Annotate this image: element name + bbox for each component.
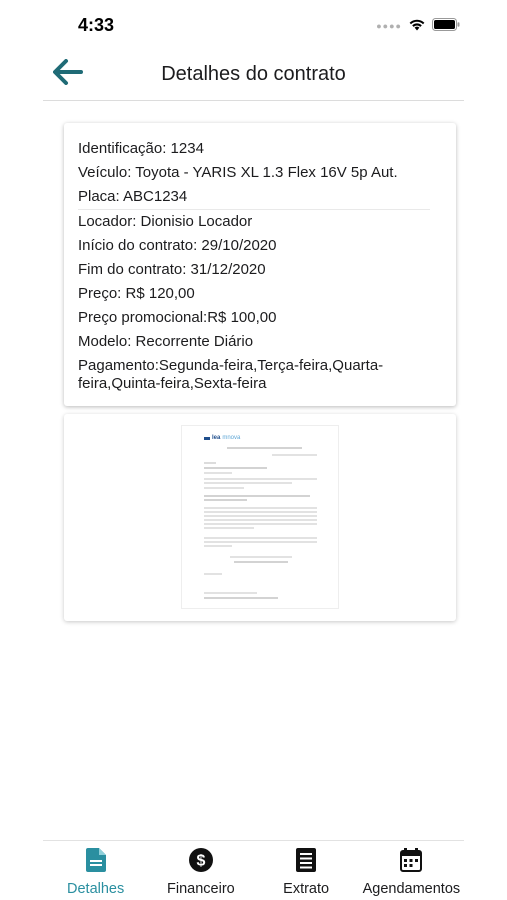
license-plate: Placa: ABC1234 [78,188,188,205]
contract-document-card[interactable] [64,414,456,621]
battery-icon [432,18,460,31]
header [43,50,464,101]
tab-label: Detalhes [67,881,125,897]
vehicle: Veículo: Toyota - YARIS XL 1.3 Flex 16V 5p Aut. [78,164,398,181]
lessor: Locador: Dionisio Locador [78,213,253,230]
status-time: 4:33 [78,15,115,35]
price: Preço: R$ 120,00 [78,285,195,302]
tab-detalhes[interactable] [43,841,148,900]
dollar-circle-icon [189,847,213,873]
tab-financeiro[interactable] [148,841,253,900]
signal-icon: ●●●● [376,21,402,31]
tab-label: Extrato [283,881,330,897]
logo-mark-icon [204,437,210,440]
status-bar [0,0,507,50]
contract-end: Fim do contrato: 31/12/2020 [78,261,266,278]
document-thumbnail[interactable] [181,425,339,609]
page-title: Detalhes do contrato [161,63,346,85]
contract-start: Início do contrato: 29/10/2020 [78,237,277,254]
tab-label: Agendamentos [362,881,461,897]
svg-text:$: $ [196,852,206,870]
contract-info-card [64,123,456,406]
tab-bar [43,840,464,900]
document-text-lines [182,426,340,610]
tab-label: Financeiro [167,881,235,897]
payment-days: Pagamento:Segunda-feira,Terça-feira,Quarta-feira,Quinta-feira,Sexta-feira [78,357,384,392]
status-icons [376,17,460,31]
tab-agendamentos[interactable] [359,841,464,900]
list-icon [296,847,316,873]
document-icon [86,847,106,873]
contract-id: Identificação: 1234 [78,140,204,157]
model: Modelo: Recorrente Diário [78,333,254,350]
logo-text-bold: lea [212,435,221,441]
wifi-icon [408,18,426,31]
document-logo [204,435,240,441]
tab-extrato[interactable] [254,841,359,900]
promotional-price: Preço promocional:R$ 100,00 [78,309,277,326]
logo-text-light: mnova [222,435,241,441]
calendar-icon [400,847,422,873]
